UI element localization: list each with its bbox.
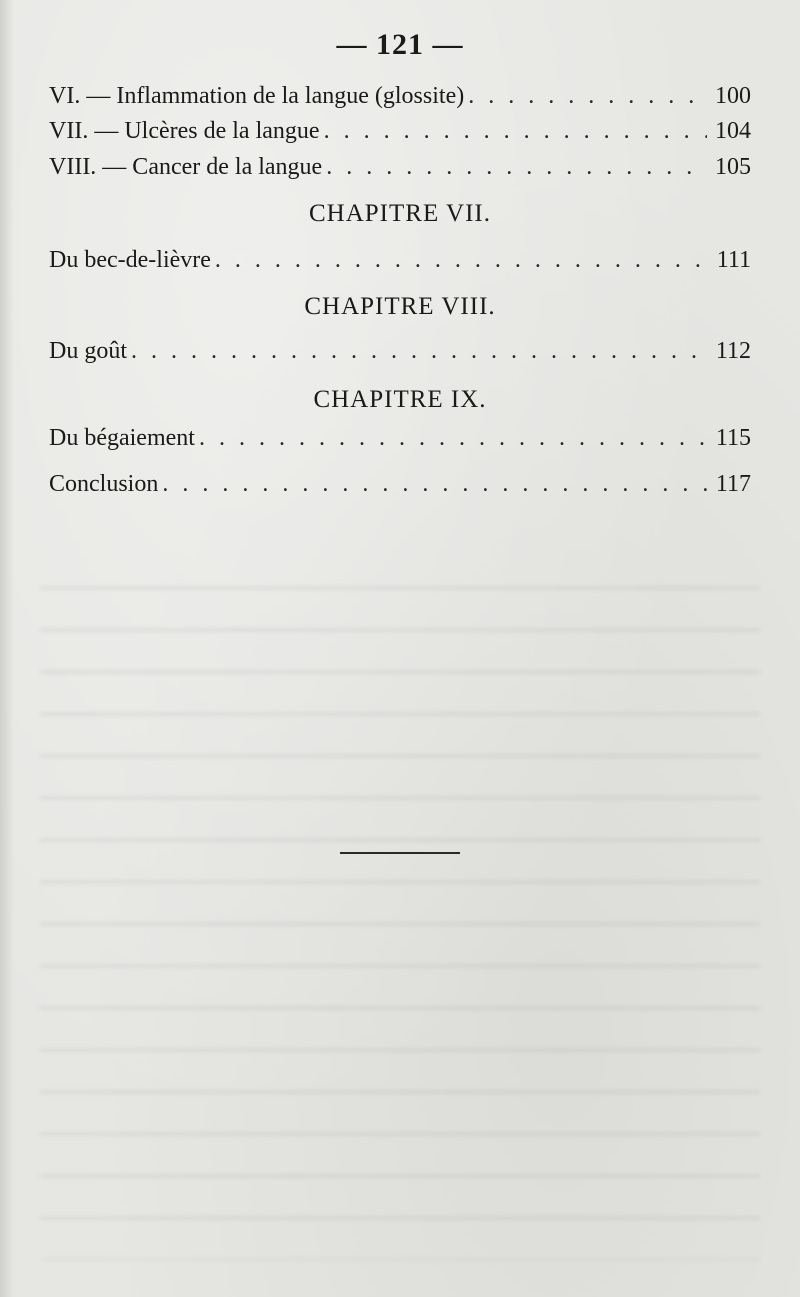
dot-leader [322,154,707,181]
toc-entry-conclusion [49,471,751,505]
toc-entry-page: 115 [715,425,751,451]
toc-entry-begaiement [49,425,751,459]
chapter-heading-vii: CHAPITRE VII. [309,200,491,227]
dot-leader [320,118,707,145]
toc-entry-gout [49,338,751,372]
toc-entry-page: 111 [716,247,751,273]
toc-entry-page: 112 [715,338,751,364]
toc-entry-label: Conclusion [49,471,159,497]
toc-entry-page: 104 [715,118,751,144]
toc-entry-bec-de-lievre [49,247,751,281]
dot-leader [195,425,708,452]
bleed-through-text [40,560,760,1260]
page-edge-shadow [0,0,14,1297]
dot-leader [464,83,707,110]
dot-leader [127,338,708,365]
toc-entry-page: 100 [715,83,751,109]
toc-entry-vi [49,83,751,117]
toc-entry-label: Du bégaiement [49,425,195,451]
end-rule [340,852,460,854]
toc-entry-viii [49,154,751,188]
toc-entry-label: VI. — Inflammation de la langue (glossite) [49,83,465,109]
toc-entry-label: VII. — Ulcères de la langue [49,118,320,144]
toc-entry-label: Du bec-de-lièvre [49,247,211,273]
chapter-heading-ix: CHAPITRE IX. [313,386,487,413]
toc-entry-label: VIII. — Cancer de la langue [49,154,323,180]
dot-leader [211,247,709,274]
toc-entry-vii [49,118,751,152]
page-number: — 121 — [336,28,464,61]
toc-entry-page: 117 [715,471,751,497]
chapter-heading-viii: CHAPITRE VIII. [304,293,496,320]
toc-entry-page: 105 [715,154,751,180]
dot-leader [158,471,708,498]
toc-entry-label: Du goût [49,338,127,364]
